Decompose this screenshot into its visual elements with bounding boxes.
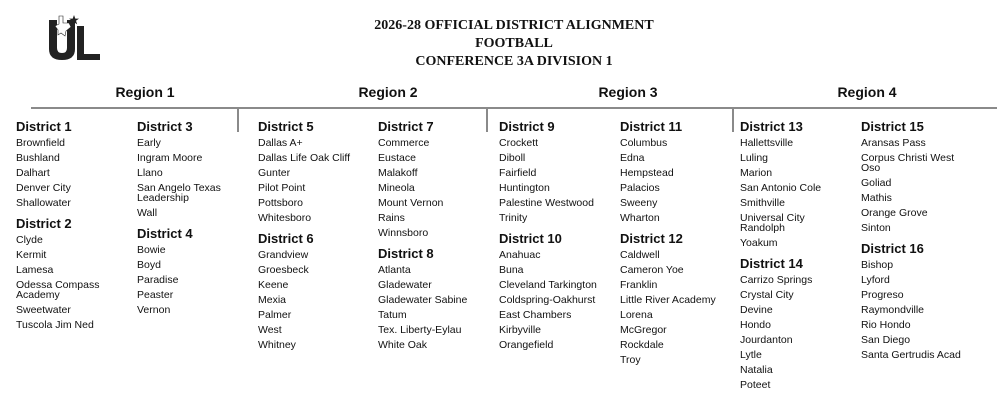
team-name: Aransas Pass (861, 137, 926, 149)
team-name: Buna (499, 264, 524, 276)
team-name: Commerce (378, 137, 430, 149)
team-name: Keene (258, 279, 289, 291)
team-name: Lorena (620, 309, 653, 321)
team-name: Smithville (740, 197, 785, 209)
team-name: San Diego (861, 333, 911, 346)
column-region-4-a (740, 119, 821, 393)
column-region-4-b (861, 119, 965, 363)
column-region-3-b (620, 119, 716, 368)
region-divider-vertical (486, 108, 488, 132)
team-name: Bushland (16, 152, 60, 164)
team-name: Anahuac (499, 249, 541, 261)
team-name: Coldspring-Oakhurst (499, 294, 596, 306)
district-heading: District 8 (378, 246, 434, 261)
team-name: Tatum (378, 309, 407, 321)
column-region-1-a (16, 119, 112, 333)
team-name: Goliad (861, 176, 892, 189)
team-name: Rockdale (620, 339, 664, 351)
team-name: Mathis (861, 191, 892, 204)
team-name: White Oak (378, 339, 428, 351)
team-name: Hallettsville (740, 137, 794, 149)
team-name: Odessa Compass Academy (16, 279, 100, 301)
team-name: Dallas Life Oak Cliff (258, 152, 351, 164)
region-1-header: Region 1 (115, 84, 175, 100)
team-name: Peaster (137, 288, 174, 301)
team-name: Shallowater (16, 197, 71, 209)
team-name: Dalhart (16, 167, 50, 179)
team-name: San Antonio Cole (740, 182, 822, 194)
conference-title: CONFERENCE 3A DIVISION 1 (415, 54, 613, 69)
team-name: Kermit (16, 249, 47, 261)
team-name: Gladewater Sabine (378, 294, 468, 306)
team-name: Wharton (620, 212, 660, 224)
team-name: Caldwell (620, 249, 660, 261)
district-heading: District 10 (499, 231, 562, 246)
district-heading: District 4 (137, 225, 193, 241)
page-title: 2026-28 OFFICIAL DISTRICT ALIGNMENT (374, 18, 654, 33)
region-divider-vertical (732, 108, 734, 132)
team-name: Universal City Randolph (740, 212, 805, 234)
team-name: Sweeny (620, 197, 658, 209)
team-name: Tuscola Jim Ned (16, 318, 94, 331)
team-name: Paradise (137, 273, 179, 286)
team-name: Troy (620, 354, 641, 366)
team-name: Fairfield (499, 167, 537, 179)
team-name: Natalia (740, 363, 773, 376)
team-name: Edna (620, 152, 645, 164)
team-name: San Angelo Texas Leadership (137, 182, 221, 204)
team-name: Palestine Westwood (499, 197, 594, 209)
team-name: Huntington (499, 182, 550, 194)
team-name: Franklin (620, 279, 658, 291)
team-name: Mexia (258, 294, 287, 306)
team-name: Gunter (258, 167, 291, 179)
team-name: Lamesa (16, 264, 54, 276)
team-name: Raymondville (861, 303, 925, 316)
team-name: Mineola (378, 182, 415, 194)
team-name: Groesbeck (258, 264, 309, 276)
district-heading: District 3 (137, 119, 193, 134)
team-name: Brownfield (16, 137, 66, 149)
team-name: Devine (740, 303, 773, 316)
team-name: Sweetwater (16, 303, 71, 316)
team-name: Pottsboro (258, 197, 303, 209)
team-name: Boyd (137, 258, 161, 271)
uil-logo (46, 14, 102, 60)
district-heading: District 13 (740, 119, 803, 134)
team-name: Wall (137, 206, 158, 219)
team-name: Bishop (861, 258, 894, 271)
team-name: Hempstead (620, 167, 674, 179)
team-name: Marion (740, 167, 773, 179)
district-heading: District 1 (16, 119, 72, 134)
district-heading: District 5 (258, 119, 314, 134)
team-name: Crystal City (740, 288, 794, 301)
team-name: McGregor (620, 324, 667, 336)
team-name: Crockett (499, 137, 539, 149)
team-name: Corpus Christi West Oso (861, 152, 955, 174)
team-name: Early (137, 137, 161, 149)
team-name: Atlanta (378, 264, 411, 276)
team-name: Gladewater (378, 279, 432, 291)
team-name: Progreso (861, 288, 904, 301)
team-name: Jourdanton (740, 333, 793, 346)
team-name: Llano (137, 167, 163, 179)
team-name: Eustace (378, 152, 416, 164)
team-name: Poteet (740, 378, 771, 391)
team-name: Cameron Yoe (620, 264, 684, 276)
district-heading: District 7 (378, 119, 434, 134)
team-name: West (258, 324, 282, 336)
team-name: Sinton (861, 221, 891, 234)
district-heading: District 14 (740, 255, 803, 271)
team-name: Orange Grove (861, 206, 928, 219)
district-heading: District 15 (861, 119, 924, 134)
district-heading: District 16 (861, 240, 924, 256)
team-name: Bowie (137, 243, 166, 256)
team-name: Pilot Point (258, 182, 306, 194)
team-name: Luling (740, 152, 769, 164)
team-name: Mount Vernon (378, 197, 444, 209)
team-name: Ingram Moore (137, 152, 203, 164)
team-name: Dallas A+ (258, 137, 303, 149)
team-name: Rains (378, 212, 405, 224)
team-name: Lyford (861, 273, 890, 286)
team-name: Tex. Liberty-Eylau (378, 324, 462, 336)
team-name: Palacios (620, 182, 660, 194)
team-name: Clyde (16, 234, 43, 246)
team-name: Carrizo Springs (740, 273, 813, 286)
team-name: Lytle (740, 348, 762, 361)
team-name: Orangefield (499, 339, 554, 351)
column-region-1-b (137, 119, 233, 318)
team-name: Yoakum (740, 236, 778, 249)
column-region-3-a (499, 119, 597, 353)
team-name: Palmer (258, 309, 292, 321)
district-heading: District 12 (620, 231, 683, 246)
team-name: Hondo (740, 318, 771, 331)
team-name: Winnsboro (378, 227, 429, 239)
team-name: Cleveland Tarkington (499, 279, 597, 291)
column-region-2-a (258, 119, 350, 353)
region-3-header: Region 3 (598, 84, 658, 100)
region-divider-vertical (237, 108, 239, 132)
team-name: Whitney (258, 339, 296, 351)
column-region-2-b (378, 119, 467, 353)
team-name: Trinity (499, 212, 528, 224)
team-name: Kirbyville (499, 324, 542, 336)
team-name: Little River Academy (620, 294, 716, 306)
team-name: East Chambers (499, 309, 572, 321)
team-name: Whitesboro (258, 212, 312, 224)
region-divider-horizontal (31, 107, 997, 109)
district-heading: District 6 (258, 231, 314, 246)
team-name: Rio Hondo (861, 318, 911, 331)
team-name: Malakoff (378, 167, 418, 179)
region-4-header: Region 4 (837, 84, 897, 100)
region-2-header: Region 2 (358, 84, 418, 100)
district-heading: District 11 (620, 119, 683, 134)
team-name: Vernon (137, 303, 171, 316)
district-heading: District 9 (499, 119, 555, 134)
team-name: Columbus (620, 137, 668, 149)
sport-title: FOOTBALL (475, 36, 553, 51)
team-name: Denver City (16, 182, 71, 194)
team-name: Santa Gertrudis Acad (861, 348, 961, 361)
district-heading: District 2 (16, 216, 72, 231)
team-name: Diboll (499, 152, 526, 164)
team-name: Grandview (258, 249, 309, 261)
